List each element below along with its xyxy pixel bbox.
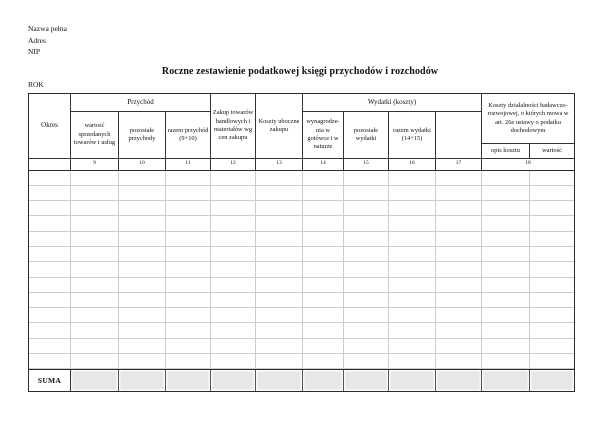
body-cell: [29, 186, 71, 201]
body-cell: [119, 216, 166, 231]
body-cell: [256, 171, 303, 186]
body-cell: [344, 354, 389, 369]
table-body: [29, 171, 574, 370]
body-cell: [71, 293, 119, 308]
suma-label: SUMA: [29, 370, 71, 391]
col-header-10: pozostałe przychody: [119, 112, 166, 159]
suma-row: [29, 369, 574, 391]
body-cell: [71, 186, 119, 201]
body-cell: [211, 323, 256, 338]
taxpayer-nip-label: NIP: [28, 47, 41, 56]
body-cell: [482, 339, 530, 354]
body-cell: [344, 247, 389, 262]
body-cell: [389, 293, 436, 308]
body-cell: [530, 232, 574, 247]
body-cell: [344, 186, 389, 201]
body-cell: [256, 201, 303, 216]
table-row: [29, 278, 574, 293]
group-header-rd-costs: Koszty działalności badawczo-rozwojowej, o których mowa w art. 26e ustawy o podatku dochodowym: [482, 94, 574, 144]
body-cell: [71, 308, 119, 323]
body-cell: [71, 201, 119, 216]
col-number-15: 15: [344, 159, 389, 170]
body-cell: [482, 308, 530, 323]
body-cell: [389, 201, 436, 216]
body-cell: [436, 201, 482, 216]
table-row: [29, 293, 574, 308]
body-cell: [344, 171, 389, 186]
body-cell: [29, 339, 71, 354]
body-cell: [482, 293, 530, 308]
suma-cell: [119, 370, 166, 391]
body-cell: [303, 323, 344, 338]
col-number-12: 12: [211, 159, 256, 170]
body-cell: [71, 339, 119, 354]
body-cell: [389, 323, 436, 338]
body-cell: [530, 323, 574, 338]
body-cell: [71, 262, 119, 277]
col-number-16: 16: [389, 159, 436, 170]
body-cell: [344, 201, 389, 216]
body-cell: [482, 232, 530, 247]
body-cell: [211, 339, 256, 354]
body-cell: [530, 262, 574, 277]
col-header-13: Koszty uboczne zakupu: [256, 94, 303, 159]
body-cell: [256, 339, 303, 354]
col-number-11: 11: [166, 159, 211, 170]
body-cell: [436, 232, 482, 247]
body-cell: [211, 354, 256, 369]
body-cell: [530, 339, 574, 354]
body-cell: [29, 171, 71, 186]
body-cell: [436, 293, 482, 308]
body-cell: [166, 216, 211, 231]
body-cell: [211, 247, 256, 262]
table-row: [29, 216, 574, 231]
col-header-17-empty: [436, 112, 482, 159]
body-cell: [166, 232, 211, 247]
body-cell: [29, 232, 71, 247]
body-cell: [389, 171, 436, 186]
body-cell: [119, 247, 166, 262]
taxpayer-address-label: Adres: [28, 35, 46, 45]
body-cell: [303, 186, 344, 201]
body-cell: [436, 186, 482, 201]
suma-cell: [256, 370, 303, 391]
body-cell: [530, 216, 574, 231]
body-cell: [256, 293, 303, 308]
body-cell: [166, 339, 211, 354]
body-cell: [436, 262, 482, 277]
body-cell: [29, 354, 71, 369]
body-cell: [71, 278, 119, 293]
annual-summary-table: [28, 93, 575, 392]
body-cell: [29, 262, 71, 277]
body-cell: [256, 323, 303, 338]
col-header-15: pozostałe wydatki: [344, 112, 389, 159]
body-cell: [530, 354, 574, 369]
body-cell: [119, 293, 166, 308]
body-cell: [211, 216, 256, 231]
body-cell: [530, 278, 574, 293]
table-row: [29, 232, 574, 247]
body-cell: [211, 232, 256, 247]
body-cell: [482, 186, 530, 201]
body-cell: [71, 232, 119, 247]
body-cell: [344, 278, 389, 293]
body-cell: [211, 262, 256, 277]
body-cell: [482, 278, 530, 293]
body-cell: [29, 278, 71, 293]
body-cell: [71, 354, 119, 369]
group-header-wydatki: Wydatki (koszty): [303, 94, 482, 112]
body-cell: [119, 186, 166, 201]
body-cell: [71, 171, 119, 186]
body-cell: [256, 216, 303, 231]
col-number-18: 18: [525, 160, 531, 167]
body-cell: [71, 247, 119, 262]
col-number-10: 10: [119, 159, 166, 170]
body-cell: [530, 186, 574, 201]
body-cell: [166, 201, 211, 216]
table-row: [29, 171, 574, 186]
col-header-16: razem wydatki (14+15): [389, 112, 436, 159]
body-cell: [211, 186, 256, 201]
col-number-14: 14: [303, 159, 344, 170]
table-row: [29, 308, 574, 323]
body-cell: [256, 232, 303, 247]
table-row: [29, 262, 574, 277]
body-cell: [119, 339, 166, 354]
body-cell: [344, 308, 389, 323]
body-cell: [166, 278, 211, 293]
body-cell: [303, 247, 344, 262]
body-cell: [303, 339, 344, 354]
body-cell: [71, 216, 119, 231]
body-cell: [166, 293, 211, 308]
table-header: [29, 94, 574, 171]
body-cell: [119, 354, 166, 369]
body-cell: [389, 354, 436, 369]
taxpayer-name-label: Nazwa pełna: [28, 24, 67, 33]
suma-cell: [71, 370, 119, 391]
col-header-9: wartość sprzedanych towarów i usług: [71, 112, 119, 159]
body-cell: [256, 186, 303, 201]
body-cell: [436, 171, 482, 186]
body-cell: [166, 354, 211, 369]
body-cell: [119, 171, 166, 186]
col-number-13: 13: [256, 159, 303, 170]
body-cell: [436, 323, 482, 338]
body-cell: [303, 232, 344, 247]
body-cell: [211, 293, 256, 308]
body-cell: [303, 293, 344, 308]
body-cell: [29, 201, 71, 216]
body-cell: [389, 308, 436, 323]
body-cell: [436, 278, 482, 293]
suma-cell: [389, 370, 436, 391]
body-cell: [389, 278, 436, 293]
suma-cell: [344, 370, 389, 391]
body-cell: [530, 201, 574, 216]
body-cell: [256, 262, 303, 277]
body-cell: [211, 278, 256, 293]
body-cell: [530, 293, 574, 308]
body-cell: [436, 308, 482, 323]
suma-cell: [482, 370, 530, 391]
taxpayer-identity-block: [28, 23, 67, 58]
table-row: [29, 247, 574, 262]
body-cell: [29, 323, 71, 338]
body-cell: [119, 232, 166, 247]
col-number-okres: [29, 159, 71, 170]
body-cell: [482, 247, 530, 262]
body-cell: [211, 201, 256, 216]
body-cell: [29, 308, 71, 323]
body-cell: [436, 247, 482, 262]
body-cell: [389, 186, 436, 201]
body-cell: [389, 247, 436, 262]
body-cell: [303, 262, 344, 277]
body-cell: [303, 216, 344, 231]
body-cell: [436, 216, 482, 231]
body-cell: [166, 262, 211, 277]
body-cell: [256, 247, 303, 262]
body-cell: [530, 308, 574, 323]
col-header-18-opis: opis kosztu: [482, 144, 530, 159]
body-cell: [166, 323, 211, 338]
body-cell: [482, 201, 530, 216]
body-cell: [530, 171, 574, 186]
body-cell: [211, 171, 256, 186]
suma-cell: [166, 370, 211, 391]
body-cell: [71, 323, 119, 338]
table-row: [29, 354, 574, 369]
body-cell: [389, 216, 436, 231]
body-cell: [482, 216, 530, 231]
body-cell: [166, 247, 211, 262]
body-cell: [436, 339, 482, 354]
table-row: [29, 186, 574, 201]
body-cell: [119, 323, 166, 338]
col-number-17: 17: [436, 159, 482, 170]
table-row: [29, 323, 574, 338]
table-row: [29, 201, 574, 216]
body-cell: [482, 323, 530, 338]
body-cell: [436, 354, 482, 369]
body-cell: [119, 262, 166, 277]
col-number-9: 9: [71, 159, 119, 170]
suma-cell: [211, 370, 256, 391]
body-cell: [256, 308, 303, 323]
body-cell: [166, 308, 211, 323]
body-cell: [389, 339, 436, 354]
body-cell: [303, 354, 344, 369]
suma-cell: [303, 370, 344, 391]
suma-cell: [530, 370, 574, 391]
body-cell: [482, 262, 530, 277]
body-cell: [29, 216, 71, 231]
body-cell: [119, 201, 166, 216]
body-cell: [211, 308, 256, 323]
body-cell: [256, 354, 303, 369]
body-cell: [166, 186, 211, 201]
body-cell: [344, 339, 389, 354]
table-row: [29, 339, 574, 354]
col-header-14: wynagrodze-nia w gotówce i w naturze: [303, 112, 344, 159]
body-cell: [303, 171, 344, 186]
body-cell: [389, 232, 436, 247]
body-cell: [344, 262, 389, 277]
form-title: Roczne zestawienie podatkowej księgi przychodów i rozchodów: [161, 66, 439, 77]
body-cell: [530, 247, 574, 262]
year-label: ROK: [28, 80, 44, 89]
body-cell: [344, 293, 389, 308]
body-cell: [482, 354, 530, 369]
body-cell: [482, 171, 530, 186]
body-cell: [166, 171, 211, 186]
col-header-12: Zakup towarów handlowych i materiałów wg cen zakupu: [211, 94, 256, 159]
col-header-okres: Okres: [29, 94, 71, 159]
suma-cell: [436, 370, 482, 391]
body-cell: [344, 323, 389, 338]
col-header-11: razem przychód (9+10): [166, 112, 211, 159]
body-cell: [29, 247, 71, 262]
body-cell: [344, 232, 389, 247]
body-cell: [303, 201, 344, 216]
body-cell: [303, 278, 344, 293]
group-header-przychod: Przychód: [71, 94, 211, 112]
body-cell: [119, 308, 166, 323]
col-header-18-wartosc: wartość: [530, 144, 574, 159]
body-cell: [344, 216, 389, 231]
body-cell: [29, 293, 71, 308]
body-cell: [119, 278, 166, 293]
body-cell: [303, 308, 344, 323]
body-cell: [389, 262, 436, 277]
body-cell: [256, 278, 303, 293]
